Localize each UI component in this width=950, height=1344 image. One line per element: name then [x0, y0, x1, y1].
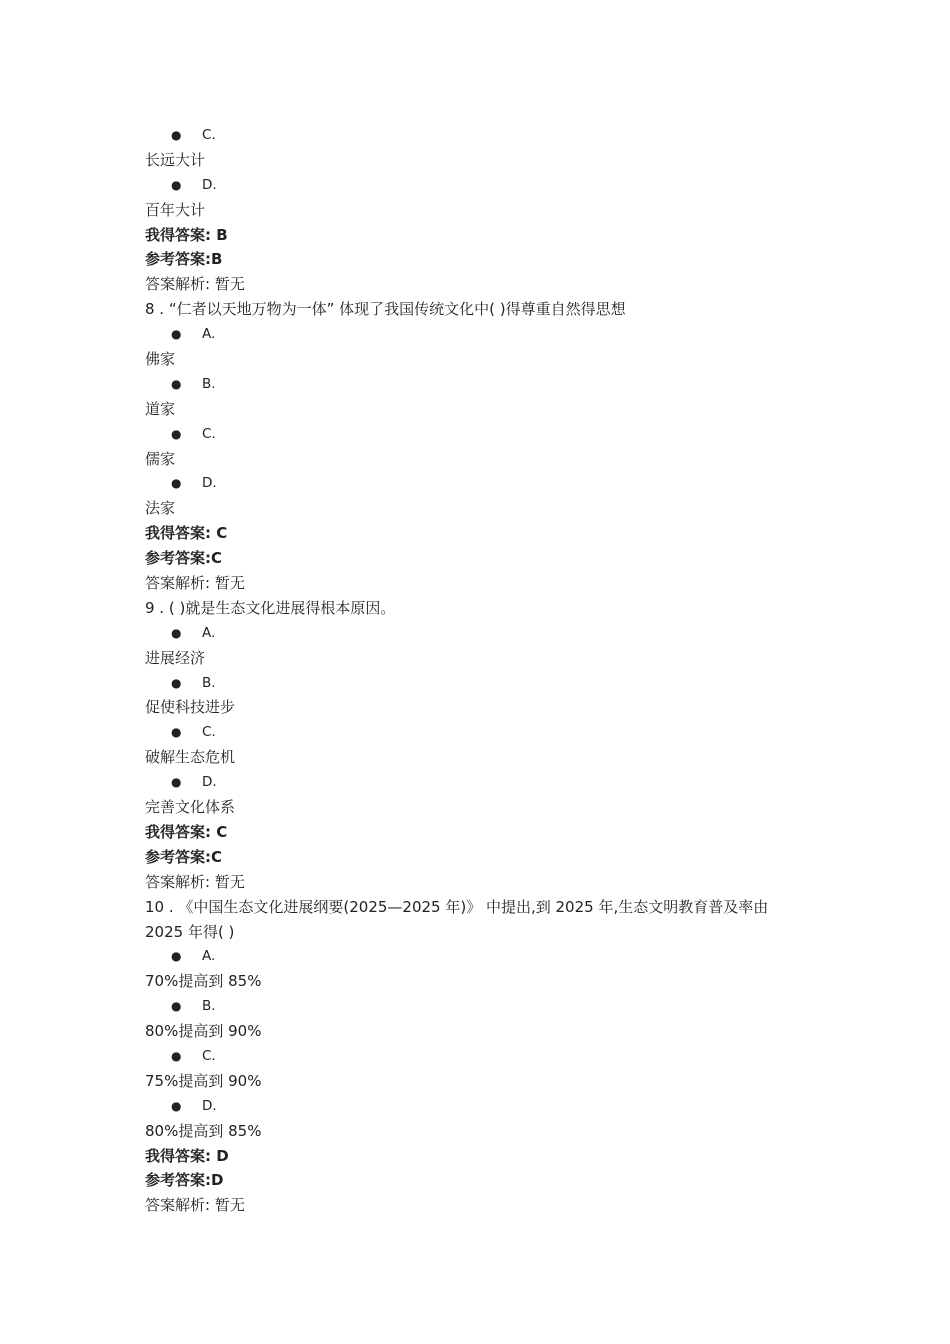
bullet-icon: ● — [171, 128, 182, 142]
option-label: D. — [202, 1097, 217, 1114]
option-marker — [145, 621, 825, 646]
bullet-icon: ● — [171, 1098, 182, 1113]
answer-analysis: 答案解析: 暂无 — [145, 1196, 245, 1215]
question-text: 9 . ( )就是生态文化进展得根本原因。 — [145, 598, 396, 617]
my-answer: 我得答案: D — [145, 1146, 229, 1165]
my-answer: 我得答案: B — [145, 225, 228, 244]
option-marker — [145, 770, 825, 795]
answer-analysis: 答案解析: 暂无 — [145, 275, 245, 294]
option-label: B. — [202, 375, 216, 392]
option-marker — [145, 944, 825, 969]
option-text: 长远大计 — [145, 150, 206, 169]
option-label: C. — [202, 724, 216, 741]
question-text: 10 . 《中国生态文化进展纲要(2025—2025 年)》 中提出,到 2025 年,生态文明教育普及率由 — [145, 897, 769, 916]
reference-answer: 参考答案:C — [145, 549, 223, 568]
reference-answer: 参考答案:C — [145, 847, 223, 866]
option-label: D. — [202, 774, 217, 791]
option-marker — [145, 372, 825, 397]
option-text: 80%提高到 90% — [145, 1022, 262, 1041]
bullet-icon: ● — [171, 327, 182, 342]
bullet-icon: ● — [171, 376, 182, 391]
option-text: 75%提高到 90% — [145, 1071, 262, 1090]
my-answer: 我得答案: C — [145, 524, 228, 543]
option-text: 促使科技进步 — [145, 698, 236, 717]
option-marker — [145, 994, 825, 1019]
bullet-icon: ● — [171, 725, 182, 740]
option-text: 儒家 — [145, 449, 176, 468]
option-text: 70%提高到 85% — [145, 972, 262, 991]
answer-analysis: 答案解析: 暂无 — [145, 872, 245, 891]
option-text: 佛家 — [145, 350, 176, 369]
option-text: 百年大计 — [145, 200, 206, 219]
bullet-icon: ● — [171, 476, 182, 491]
question-text-continued: 2025 年得( ) — [145, 922, 235, 941]
bullet-icon: ● — [171, 177, 182, 192]
bullet-icon: ● — [171, 625, 182, 640]
bullet-icon: ● — [171, 775, 182, 790]
option-marker — [145, 123, 825, 148]
option-label: A. — [202, 624, 216, 641]
option-label: D. — [202, 176, 217, 193]
my-answer: 我得答案: C — [145, 822, 228, 841]
option-label: A. — [202, 948, 216, 965]
option-label: C. — [202, 425, 216, 442]
option-label: C. — [202, 1047, 216, 1064]
option-label: B. — [202, 674, 216, 691]
option-text: 道家 — [145, 399, 176, 418]
option-label: B. — [202, 998, 216, 1015]
option-label: D. — [202, 475, 217, 492]
document-page — [145, 123, 825, 1218]
bullet-icon: ● — [171, 426, 182, 441]
option-text: 80%提高到 85% — [145, 1121, 262, 1140]
bullet-icon: ● — [171, 999, 182, 1014]
option-label: C. — [202, 127, 216, 143]
bullet-icon: ● — [171, 949, 182, 964]
bullet-icon: ● — [171, 675, 182, 690]
reference-answer: 参考答案:D — [145, 1171, 224, 1190]
bullet-icon: ● — [171, 1048, 182, 1063]
option-marker — [145, 322, 825, 347]
option-text: 进展经济 — [145, 648, 206, 667]
option-marker — [145, 671, 825, 696]
option-marker — [145, 422, 825, 447]
option-marker — [145, 1094, 825, 1119]
option-label: A. — [202, 326, 216, 343]
reference-answer: 参考答案:B — [145, 250, 223, 269]
option-text: 完善文化体系 — [145, 798, 236, 817]
option-marker — [145, 1044, 825, 1069]
option-text: 法家 — [145, 499, 176, 518]
option-marker — [145, 720, 825, 745]
question-text: 8 . “仁者以天地万物为一体” 体现了我国传统文化中( )得尊重自然得思想 — [145, 300, 626, 319]
answer-analysis: 答案解析: 暂无 — [145, 574, 245, 593]
option-marker — [145, 471, 825, 496]
option-text: 破解生态危机 — [145, 748, 236, 767]
option-marker — [145, 173, 825, 198]
